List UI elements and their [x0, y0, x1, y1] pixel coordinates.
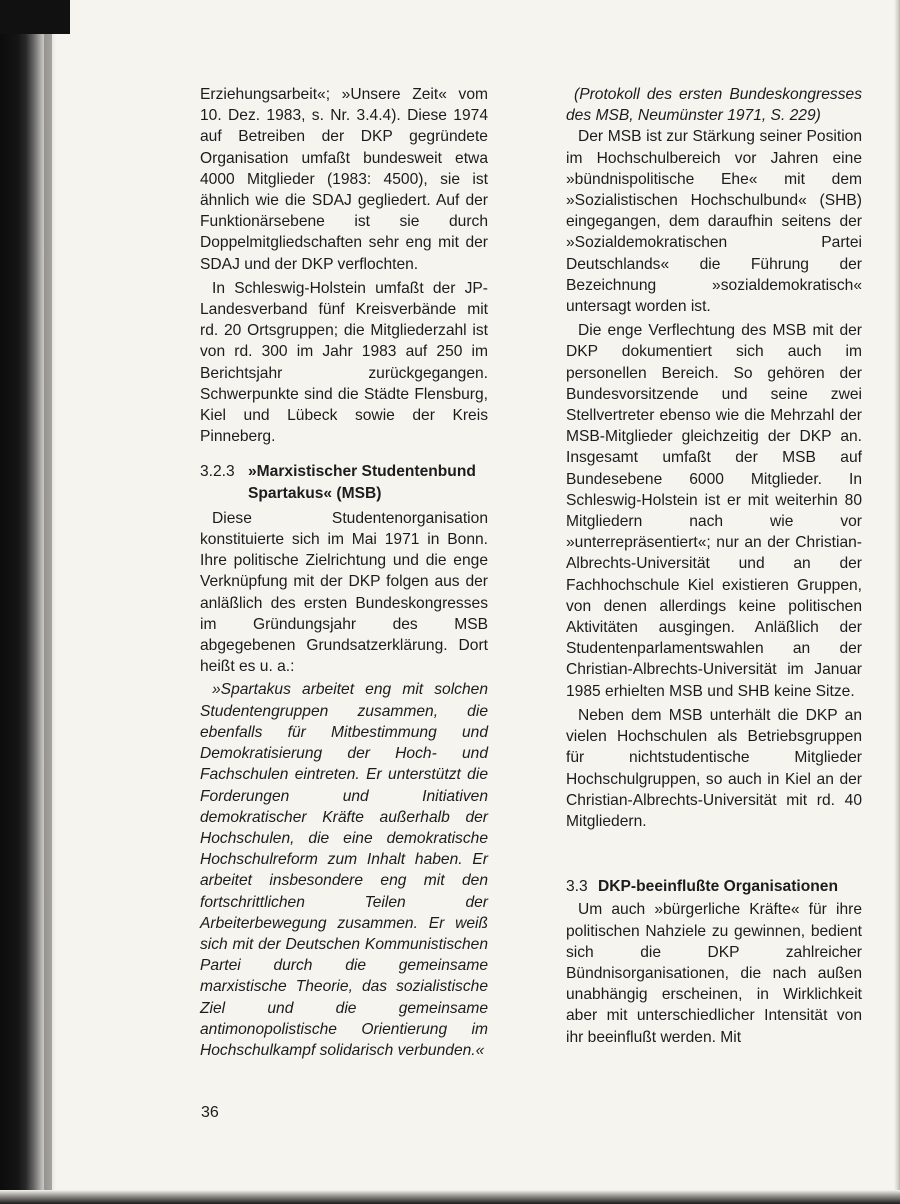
- right-column: [566, 84, 862, 1048]
- page-edge-bottom: [0, 1190, 900, 1204]
- section-number: 3.3: [566, 878, 588, 896]
- paragraph: Der MSB ist zur Stärkung seiner Position im Hochschulbereich vor Jahren eine »bündnispolitische Ehe« mit dem »Sozialistischen Hochschulbund« (SHB) eingegangen, dem daraufhin seitens der »Sozialdemokratischen Partei Deutschlands« die Führung der Bezeichnung »sozialdemokratisch« untersagt worden ist.: [566, 128, 862, 316]
- page-edge-right: [894, 0, 900, 1204]
- paragraph: Die enge Verflechtung des MSB mit der DKP dokumentiert sich auch im personellen Bereich. So gehören der Bundesvorsitzende und seine zwei Stellvertreter ebenso wie die Mehrzahl der MSB-Mitglieder gleichzeitig der DKP an. Insgesamt umfaßt der MSB auf Bundesebene 6000 Mitglieder. In Schleswig-Holstein ist er mit weiterhin 80 Mitgliedern nach wie vor »unterrepräsentiert«; nur an der Christian-Albrechts-Universität und an der Fachhochschule Kiel existieren Gruppen, von denen allerdings keine politischen Aktivitäten ausgingen. Anläßlich der Studentenparlamentswahlen an der Christian-Albrechts-Universität im Januar 1985 erhielten MSB und SHB keine Sitze.: [566, 322, 862, 700]
- paragraph: Um auch »bürgerliche Kräfte« für ihre politischen Nahziele zu gewinnen, bedient sich die DKP zahlreicher Bündnisorganisationen, die nach außen unabhängig erscheinen, in Wirklichkeit aber mit unterschiedlicher Intensität von ihr beeinflußt werden. Mit: [566, 901, 862, 1046]
- scan-corner: [0, 0, 70, 34]
- citation: (Protokoll des ersten Bundeskongresses des MSB, Neumünster 1971, S. 229): [566, 86, 862, 125]
- paragraph: In Schleswig-Holstein umfaßt der JP-Landesverband fünf Kreisverbände mit rd. 20 Ortsgruppen; die Mitgliederzahl ist von rd. 300 im Jahr 1983 auf 250 im Berichtsjahr zurückgegangen. Schwerpunkte sind die Städte Flensburg, Kiel und Lübeck sowie der Kreis Pinneberg.: [200, 279, 488, 446]
- section-title: DKP-beeinflußte Organisationen: [598, 878, 838, 896]
- section-title: »Marxistischer Studentenbund Spartakus« (MSB): [248, 463, 476, 502]
- quotation: »Spartakus arbeitet eng mit solchen Studentengruppen zusammen, die ebenfalls für Mitbestimmung und Demokratisierung der Hoch- und Fachschulen eintreten. Er unterstützt die Forderungen und Initiativen demokratischer Kräfte außerhalb der Hochschulen, die eine demokratische Hochschulreform zum Inhalt haben. Er arbeitet insbesondere eng mit den fortschrittlichen Teilen der Arbeiterbewegung zusammen. Er weiß sich mit der Deutschen Kommunistischen Partei durch die gemeinsame marxistische Theorie, das sozialistische Ziel und die gemeinsame antimonopolistische Orientierung im Hochschulkampf solidarisch verbunden.«: [200, 681, 488, 1059]
- section-heading: [200, 461, 488, 503]
- paragraph: Diese Studentenorganisation konstituierte sich im Mai 1971 in Bonn. Ihre politische Zielrichtung und die enge Verknüpfung mit der DKP folgen aus der anläßlich des ersten Bundeskongresses im Gründungsjahr des MSB abgegebenen Grundsatzerklärung. Dort heißt es u. a.:: [200, 509, 488, 676]
- paragraph: Neben dem MSB unterhält die DKP an vielen Hochschulen als Betriebsgruppen für nichtstudentische Mitglieder Hochschulgruppen, so auch in Kiel an der Christian-Albrechts-Universität mit rd. 40 Mitgliedern.: [566, 706, 862, 830]
- page-number: 36: [201, 1104, 219, 1121]
- section-number: 3.2.3: [200, 463, 235, 481]
- left-column: [200, 84, 488, 1061]
- section-heading: [566, 876, 862, 897]
- gutter-shadow: [44, 0, 52, 1204]
- paragraph: Erziehungsarbeit«; »Unsere Zeit« vom 10. Dez. 1983, s. Nr. 3.4.4). Diese 1974 auf Betreiben der DKP gegründete Organisation umfaßt bundesweit etwa 4000 Mitglieder (1983: 4500), sie ist ähnlich wie die SDAJ gegliedert. Auf der Funktionärsebene ist sie durch Doppelmitgliedschaften sehr eng mit der SDAJ und der DKP verflochten.: [200, 86, 488, 273]
